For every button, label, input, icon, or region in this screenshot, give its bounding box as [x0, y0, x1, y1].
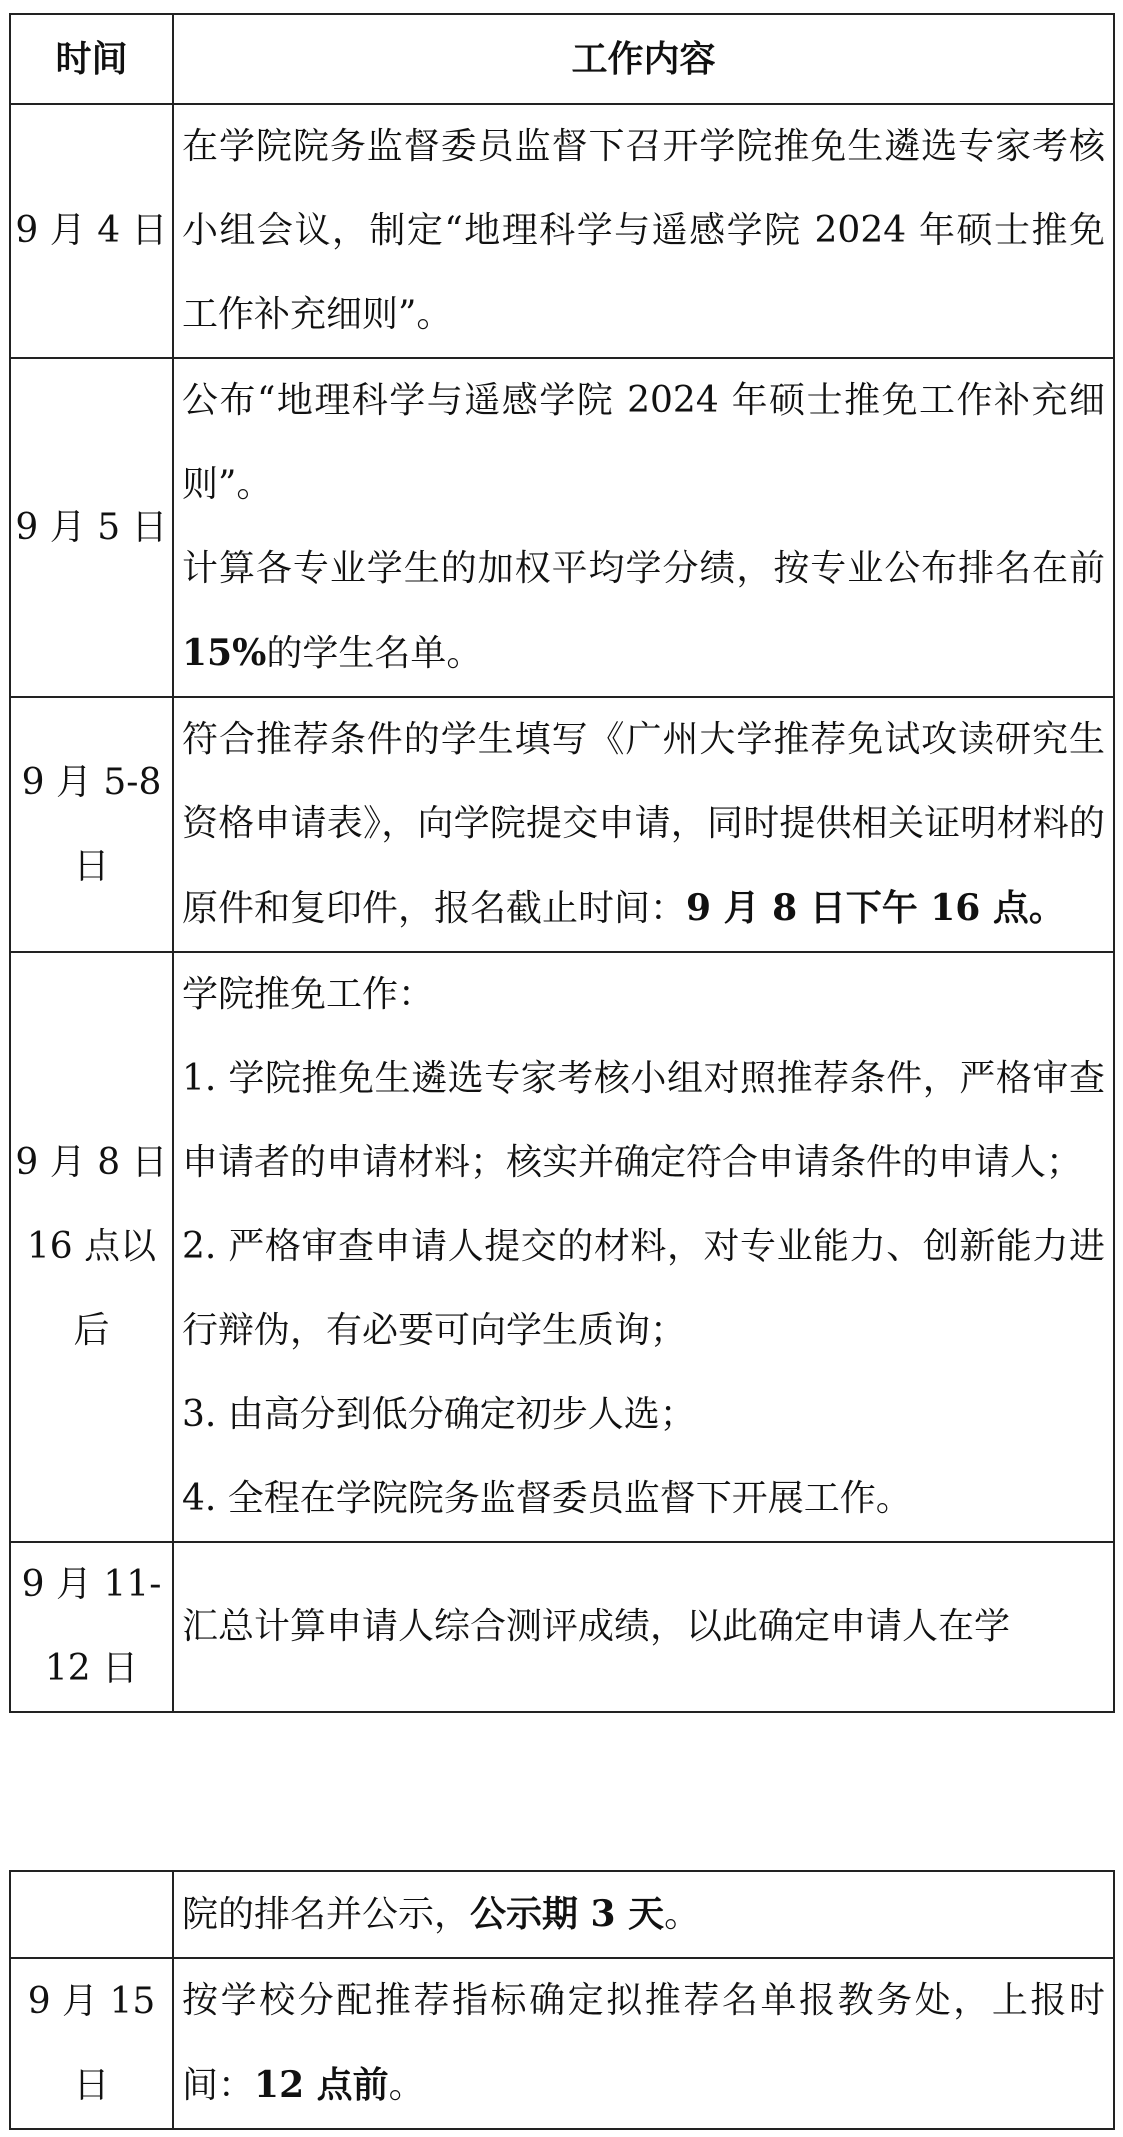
content-cell: [173, 1871, 1114, 1958]
emphasis-text: 公示期 3 天: [470, 1893, 665, 1935]
table-row: [10, 1542, 1114, 1712]
date-text: 9 月 5-8 日: [21, 761, 162, 887]
content-cell: [173, 1958, 1114, 2129]
content-text: 。: [664, 1894, 701, 1935]
header-content: 工作内容: [173, 14, 1114, 104]
date-text: 9 月 11-12 日: [21, 1564, 162, 1689]
content-text: 公布“地理科学与遥感学院 2024 年硕士推免工作补充细则”。: [182, 380, 1105, 505]
date-cell: [10, 697, 173, 952]
date-text: 16 点以后: [26, 1226, 157, 1351]
content-cell: [173, 358, 1114, 697]
content-text: 按学校分配推荐指标确定拟推荐名单报教务处，上报时间：: [182, 1980, 1105, 2106]
content-paragraph: [182, 1037, 1105, 1205]
header-row: [10, 14, 1114, 104]
content-paragraph: [182, 1959, 1105, 2128]
date-cell: [10, 1542, 173, 1712]
content-paragraph: [182, 527, 1105, 696]
table-row: [10, 697, 1114, 952]
date-cell: [10, 358, 173, 697]
emphasis-text: 15%: [182, 632, 267, 674]
content-text: 学院推免工作：: [182, 974, 435, 1015]
content-paragraph: [182, 953, 1105, 1037]
date-cell: [10, 104, 173, 358]
table-row: [10, 1871, 1114, 1958]
content-text: 1. 学院推免生遴选专家考核小组对照推荐条件，严格审查申请者的申请材料；核实并确定符合申请条件的申请人；: [182, 1058, 1105, 1183]
date-text: 9 月 4 日: [15, 210, 168, 251]
content-cell: [173, 1542, 1114, 1712]
header-date: 时间: [10, 14, 173, 104]
content-paragraph: [182, 1373, 1105, 1457]
table-row: [10, 952, 1114, 1542]
content-text: 2. 严格审查申请人提交的材料，对专业能力、创新能力进行辩伪，有必要可向学生质询；: [182, 1226, 1105, 1351]
content-paragraph: [182, 359, 1105, 527]
content-text: 符合推荐条件的学生填写《广州大学推荐免试攻读研究生资格申请表》，向学院提交申请，同时提供相关证明材料的原件和复印件，报名截止时间：: [182, 719, 1105, 929]
date-cell: [10, 952, 173, 1542]
content-paragraph: [182, 1205, 1105, 1373]
content-paragraph: [182, 1585, 1105, 1669]
content-text: 3. 由高分到低分确定初步人选；: [182, 1394, 696, 1435]
schedule-table-continued-body: [10, 1871, 1114, 2129]
table-row: [10, 1958, 1114, 2129]
date-text: 9 月 15 日: [27, 1980, 156, 2106]
content-paragraph: [182, 1872, 1105, 1957]
schedule-table: [9, 13, 1115, 1713]
content-text: 汇总计算申请人综合测评成绩，以此确定申请人在学: [182, 1606, 1011, 1647]
date-cell: [10, 1958, 173, 2129]
content-text: 的学生名单。: [266, 633, 483, 674]
content-text: 院的排名并公示，: [182, 1894, 471, 1935]
date-cell: [10, 1871, 173, 1958]
content-cell: [173, 104, 1114, 358]
emphasis-text: 12 点前: [254, 2064, 389, 2106]
schedule-table-body: [10, 14, 1114, 1712]
date-text: 9 月 5 日: [15, 506, 168, 548]
table-row: [10, 104, 1114, 358]
table-row: [10, 358, 1114, 697]
schedule-table-continued: [9, 1870, 1115, 2130]
content-paragraph: [182, 1457, 1105, 1541]
emphasis-text: 9 月 8 日下午 16 点。: [686, 887, 1065, 929]
content-cell: [173, 697, 1114, 952]
content-text: 计算各专业学生的加权平均学分绩，按专业公布排名在前: [182, 548, 1105, 589]
content-text: 。: [388, 2065, 425, 2106]
date-text: 9 月 8 日: [15, 1142, 168, 1183]
content-paragraph: [182, 105, 1105, 357]
content-paragraph: [182, 698, 1105, 951]
content-text: 在学院院务监督委员监督下召开学院推免生遴选专家考核小组会议，制定“地理科学与遥感学院 2024 年硕士推免工作补充细则”。: [182, 126, 1105, 335]
content-cell: [173, 952, 1114, 1542]
content-text: 4. 全程在学院院务监督委员监督下开展工作。: [182, 1478, 912, 1519]
